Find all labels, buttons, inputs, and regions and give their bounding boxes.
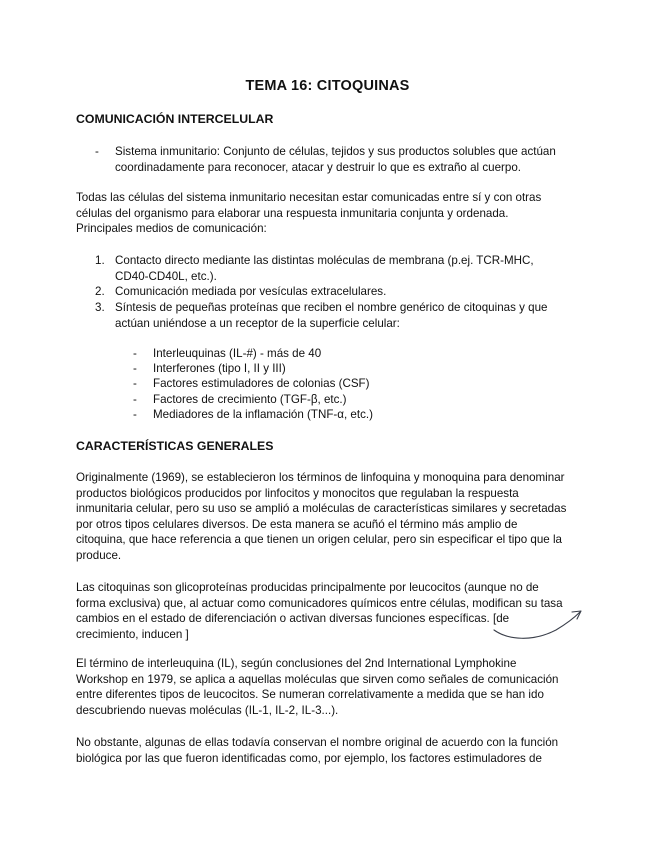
numbered-item-2: [95, 284, 575, 300]
sublist-item-interleuquinas: [133, 346, 433, 362]
bullet-mark: -: [133, 408, 137, 421]
bullet-mark: -: [95, 145, 99, 158]
text-line: Workshop en 1979, se aplica a aquellas moléculas que sirven como señales de comunicación: [76, 672, 559, 686]
text-line: descubriendo nuevas moléculas (IL-1, IL-2, IL-3...).: [76, 703, 339, 717]
paragraph-no-obstante: [76, 735, 581, 766]
text-line: biológica por las que fueron identificadas como, por ejemplo, los factores estimuladores de: [76, 751, 542, 765]
text-line: Contacto directo mediante las distintas moléculas de membrana (p.ej. TCR-MHC,: [115, 254, 534, 267]
text-line: CD40-CD40L, etc.).: [115, 269, 217, 283]
text-line: Síntesis de pequeñas proteínas que reciben el nombre genérico de citoquinas y que: [115, 301, 548, 314]
text-line: No obstante, algunas de ellas todavía conservan el nombre original de acuerdo con la función: [76, 736, 559, 749]
text-line: produce.: [76, 548, 122, 562]
text-line: inmunitaria celular, pero su uso se amplió a moléculas de características similares y secretadas: [76, 502, 567, 515]
page-title: TEMA 16: CITOQUINAS: [245, 78, 410, 94]
sublist-item-inflamacion: [133, 407, 433, 423]
list-item-text: [115, 284, 386, 300]
paragraph-comunicacion: [76, 190, 581, 237]
sublist-item-crecimiento: [133, 392, 433, 408]
list-item-text: [115, 253, 534, 284]
text-line: Originalmente (1969), se establecieron los términos de linfoquina y monoquina para denominar: [76, 471, 565, 484]
text-line: coordinadamente para reconocer, atacar y destruir lo que es extraño al cuerpo.: [115, 160, 522, 174]
list-number: 1.: [95, 254, 105, 267]
bullet-mark: -: [133, 347, 137, 360]
bullet-text: [115, 144, 556, 175]
text-line: células del organismo para elaborar una respuesta inmunitaria conjunta y ordenada.: [76, 206, 509, 220]
text-line: Las citoquinas son glicoproteínas producidas principalmente por leucocitos (aunque no de: [76, 581, 539, 594]
text-line: productos biológicos producidos por linfocitos y monocitos que regulaban la respuesta: [76, 486, 519, 500]
text-line: citoquina, que hace referencia a que tienen un origen celular, pero sin especificar el tipo que la: [76, 533, 562, 546]
text-line: Comunicación mediada por vesículas extracelulares.: [115, 285, 387, 298]
sublist-item-interferones: [133, 361, 433, 377]
text-line: entre diferentes tipos de leucocitos. Se numeran correlativamente a medida que se han ido: [76, 688, 544, 701]
text-line: forma exclusiva) que, al actuar como comunicadores químicos entre células, modifican su tasa: [76, 596, 563, 610]
text-line: Principales medios de comunicación:: [76, 222, 267, 235]
sublist-text: Interleuquinas (IL-#) - más de 40: [153, 347, 322, 360]
bullet-mark: -: [133, 377, 137, 390]
list-number: 2.: [95, 285, 105, 298]
section-heading-caracteristicas: CARACTERÍSTICAS GENERALES: [76, 439, 274, 453]
paragraph-origen: [76, 470, 581, 563]
sublist-text: Factores estimuladores de colonias (CSF): [153, 377, 370, 390]
text-line: Todas las células del sistema inmunitario necesitan estar comunicadas entre sí y con otras: [76, 191, 542, 204]
sublist-text: Mediadores de la inflamación (TNF-α, etc.): [153, 408, 373, 421]
bullet-item-sistema-inmunitario: [95, 144, 575, 176]
handwritten-arrow-icon: [488, 604, 588, 644]
list-number: 3.: [95, 301, 105, 314]
sublist-item-csf: [133, 376, 433, 392]
text-line: crecimiento, inducen ]: [76, 627, 189, 641]
paragraph-interleuquina: [76, 656, 581, 718]
text-line: cambios en el estado de diferenciación o activan diversas funciones específicas. [de: [76, 612, 510, 625]
sublist-text: Interferones (tipo I, II y III): [153, 362, 286, 375]
text-line: actúan uniéndose a un receptor de la superficie celular:: [115, 316, 400, 330]
sublist-text: Factores de crecimiento (TGF-β, etc.): [153, 393, 347, 406]
bullet-mark: -: [133, 393, 137, 406]
text-line: por otros tipos celulares diversos. De esta manera se acuñó el término más amplio de: [76, 517, 518, 531]
list-item-text: [115, 300, 547, 331]
numbered-item-3: [95, 300, 575, 332]
text-line: Sistema inmunitario: Conjunto de células, tejidos y sus productos solubles que actúan: [115, 145, 556, 158]
bullet-mark: -: [133, 362, 137, 375]
section-heading-comunicacion: COMUNICACIÓN INTERCELULAR: [76, 112, 274, 126]
numbered-item-1: [95, 253, 575, 285]
text-line: El término de interleuquina (IL), según conclusiones del 2nd International Lymphokine: [76, 657, 517, 670]
